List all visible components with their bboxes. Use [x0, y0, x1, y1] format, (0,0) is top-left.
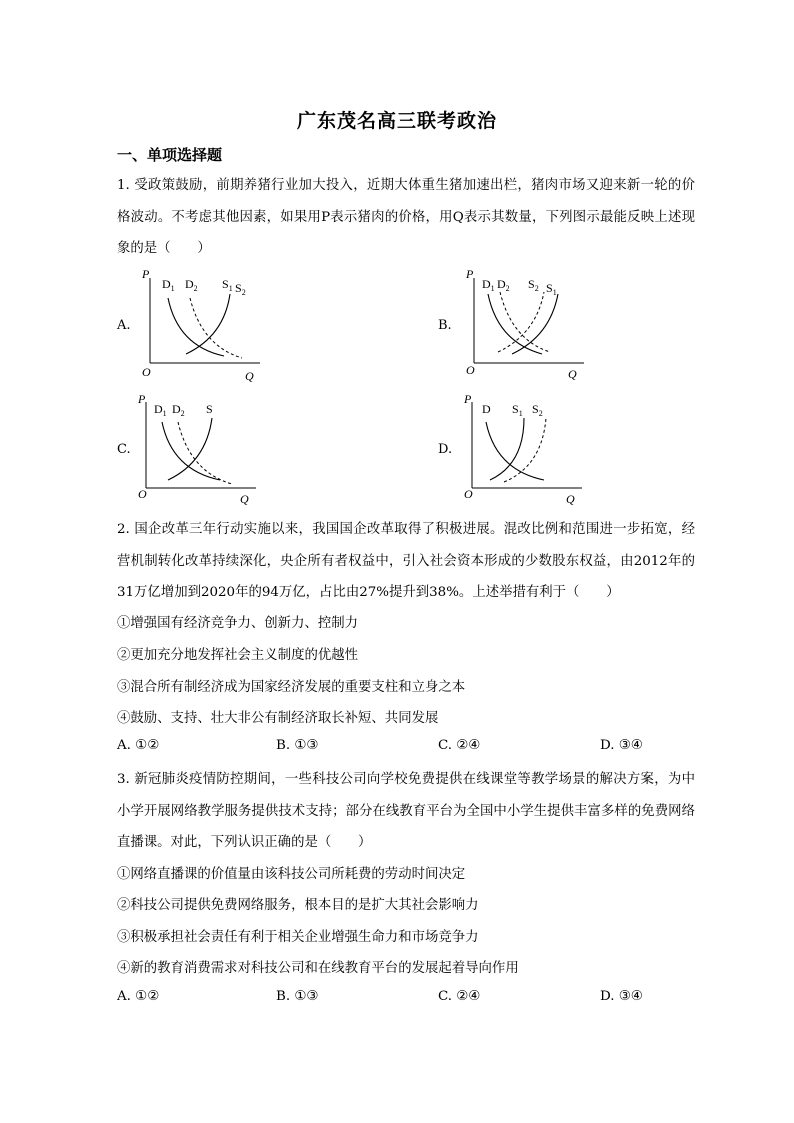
supply-curve-s2	[504, 418, 546, 482]
q3-choice-a: A. ①②	[117, 989, 160, 1004]
supply-curve-s2	[498, 292, 544, 352]
demand-curve-d1	[488, 294, 542, 354]
page-title: 广东茂名高三联考政治	[296, 110, 497, 132]
q3-statement-3: ③积极承担社会责任有利于相关企业增强生命力和市场竞争力	[117, 930, 479, 945]
p-axis-label: P	[142, 267, 150, 281]
graph-a	[140, 268, 270, 383]
q3-statement-1: ①网络直播课的价值量由该科技公司所耗费的劳动时间决定	[117, 867, 466, 882]
label-d2: $D_2$	[185, 277, 198, 293]
q3-statement-2: ②科技公司提供免费网络服务，根本目的是扩大其社会影响力	[117, 898, 479, 913]
q2-choice-b: B. ①③	[276, 738, 319, 753]
label-s1: $S_1$	[222, 277, 233, 293]
graph-b	[464, 268, 594, 383]
label-d1: $D_1$	[162, 277, 175, 293]
p-axis-label: P	[466, 267, 474, 281]
origin-label: O	[464, 487, 473, 501]
label-s2: $S_2$	[532, 402, 543, 418]
demand-curve-d1	[162, 422, 220, 480]
p-axis-label: P	[464, 392, 472, 406]
demand-curve-d2	[190, 298, 242, 358]
q2-statement-4: ④鼓励、支持、壮大非公有制经济取长补短、共同发展	[117, 711, 439, 726]
origin-label: O	[138, 487, 147, 501]
q2-choice-a: A. ①②	[117, 738, 160, 753]
supply-curve-s1	[186, 294, 230, 354]
q-axis-label: Q	[568, 367, 577, 381]
label-d1: $D_1$	[482, 277, 495, 293]
q-axis-label: Q	[566, 492, 575, 506]
option-c-label: C.	[117, 442, 131, 457]
label-s1: $S_1$	[512, 402, 523, 418]
option-a-label: A.	[117, 318, 131, 333]
q2-statement-3: ③混合所有制经济成为国家经济发展的重要支柱和立身之本	[117, 680, 466, 695]
q2-statement-1: ①增强国有经济竞争力、创新力、控制力	[117, 616, 359, 631]
q3-choice-d: D. ③④	[600, 989, 643, 1004]
origin-label: O	[466, 363, 475, 377]
q3-statement-4: ④新的教育消费需求对科技公司和在线教育平台的发展起着导向作用	[117, 961, 519, 976]
graph-c	[136, 392, 266, 510]
option-b-label: B.	[438, 318, 452, 333]
q3-choice-b: B. ①③	[276, 989, 319, 1004]
q-axis-label: Q	[245, 369, 254, 383]
label-s2: $S_2$	[528, 277, 539, 293]
section-heading: 一、单项选择题	[117, 146, 223, 164]
q2-choice-d: D. ③④	[600, 738, 643, 753]
origin-label: O	[142, 365, 151, 379]
label-d2: $D_2$	[172, 402, 185, 418]
q3-choice-c: C. ②④	[438, 989, 481, 1004]
label-d2: $D_2$	[497, 277, 510, 293]
demand-curve-d2	[178, 422, 232, 484]
demand-curve-d2	[500, 292, 550, 352]
question-1-text: 1. 受政策鼓励，前期养猪行业加大投入，近期大体重生猪加速出栏，猪肉市场又迎来新一轮的价格波动。不考虑其他因素，如果用P表示猪肉的价格，用Q表示其数量，下列图示最能反映上述现象的是（ ）	[117, 178, 695, 256]
label-s2: $S_2$	[235, 281, 246, 297]
q-axis-label: Q	[240, 492, 249, 506]
graph-d	[462, 392, 592, 510]
q2-statement-2: ②更加充分地发挥社会主义制度的优越性	[117, 648, 359, 663]
p-axis-label: P	[138, 392, 146, 406]
label-d1: $D_1$	[154, 402, 167, 418]
demand-curve-d	[486, 422, 544, 480]
question-3-text: 3. 新冠肺炎疫情防控期间，一些科技公司向学校免费提供在线课堂等教学场景的解决方案，为中小学开展网络教学服务提供技术支持；部分在线教育平台为全国中小学生提供丰富多样的免费网络直播课。对此，下列认识正确的是（ ）	[117, 772, 695, 850]
label-s: S	[206, 402, 213, 416]
q2-choice-c: C. ②④	[438, 738, 481, 753]
question-2-text: 2. 国企改革三年行动实施以来，我国国企改革取得了积极进展。混改比例和范围进一步拓宽，经营机制转化改革持续深化，央企所有者权益中，引入社会资本形成的少数股东权益，由2012年的31万亿增加到2020年的94万亿，占比由27%提升到38%。上述举措有利于（ ）	[117, 522, 695, 600]
label-s1: $S_1$	[546, 281, 557, 297]
supply-curve-s1	[512, 294, 558, 354]
label-d: D	[482, 402, 491, 416]
demand-curve-d1	[168, 298, 224, 356]
option-d-label: D.	[438, 442, 453, 457]
